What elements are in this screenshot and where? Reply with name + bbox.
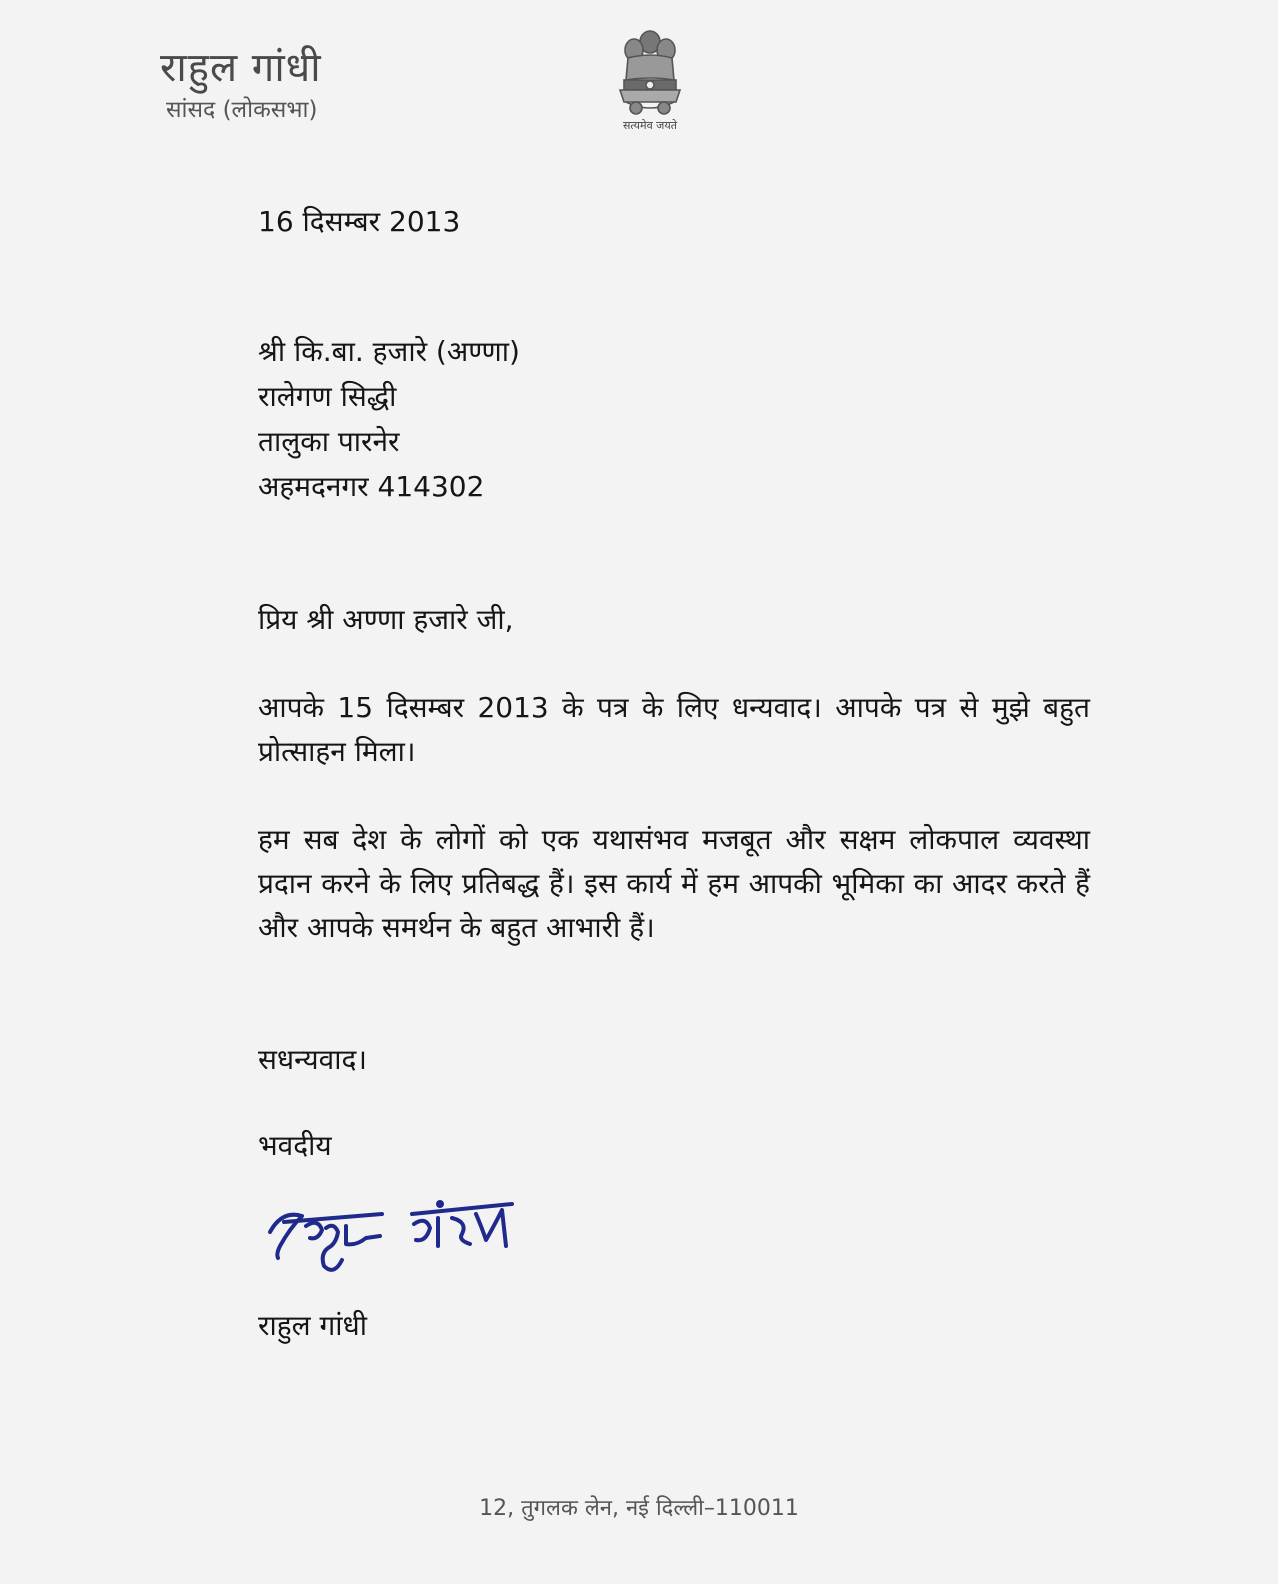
- signatory-name: राहुल गांधी: [258, 1309, 367, 1342]
- footer-address-text: 12, तुगलक लेन, नई दिल्ली–110011: [479, 1496, 799, 1521]
- recipient-line: अहमदनगर 414302: [258, 470, 485, 503]
- emblem-motto: सत्यमेव जयते: [622, 119, 677, 132]
- closing: सधन्यवाद।: [258, 1043, 367, 1076]
- recipient-line: श्री कि.बा. हजारे (अण्णा): [258, 335, 520, 368]
- letter-date: 16 दिसम्बर 2013: [258, 205, 461, 238]
- letterhead-name: राहुल गांधी: [160, 45, 322, 91]
- handwritten-signature: [262, 1188, 532, 1280]
- body-paragraph: आपके 15 दिसम्बर 2013 के पत्र के लिए धन्यवाद। आपके पत्र से मुझे बहुत प्रोत्साहन मिला।: [258, 691, 1090, 768]
- letterhead-title: सांसद (लोकसभा): [166, 97, 318, 123]
- valediction: भवदीय: [258, 1129, 332, 1162]
- footer-address: [0, 1492, 1278, 1522]
- body-paragraph: हम सब देश के लोगों को एक यथासंभव मजबूत और सक्षम लोकपाल व्यवस्था प्रदान करने के लिए प्रतिबद्ध हैं। इस कार्य में हम आपकी भूमिका का आदर करते हैं और आपके समर्थन के बहुत आभारी हैं।: [258, 823, 1090, 944]
- recipient-address: [258, 330, 520, 510]
- recipient-line: तालुका पारनेर: [258, 425, 400, 458]
- recipient-line: रालेगण सिद्धी: [258, 380, 397, 413]
- salutation: प्रिय श्री अण्णा हजारे जी,: [258, 603, 514, 636]
